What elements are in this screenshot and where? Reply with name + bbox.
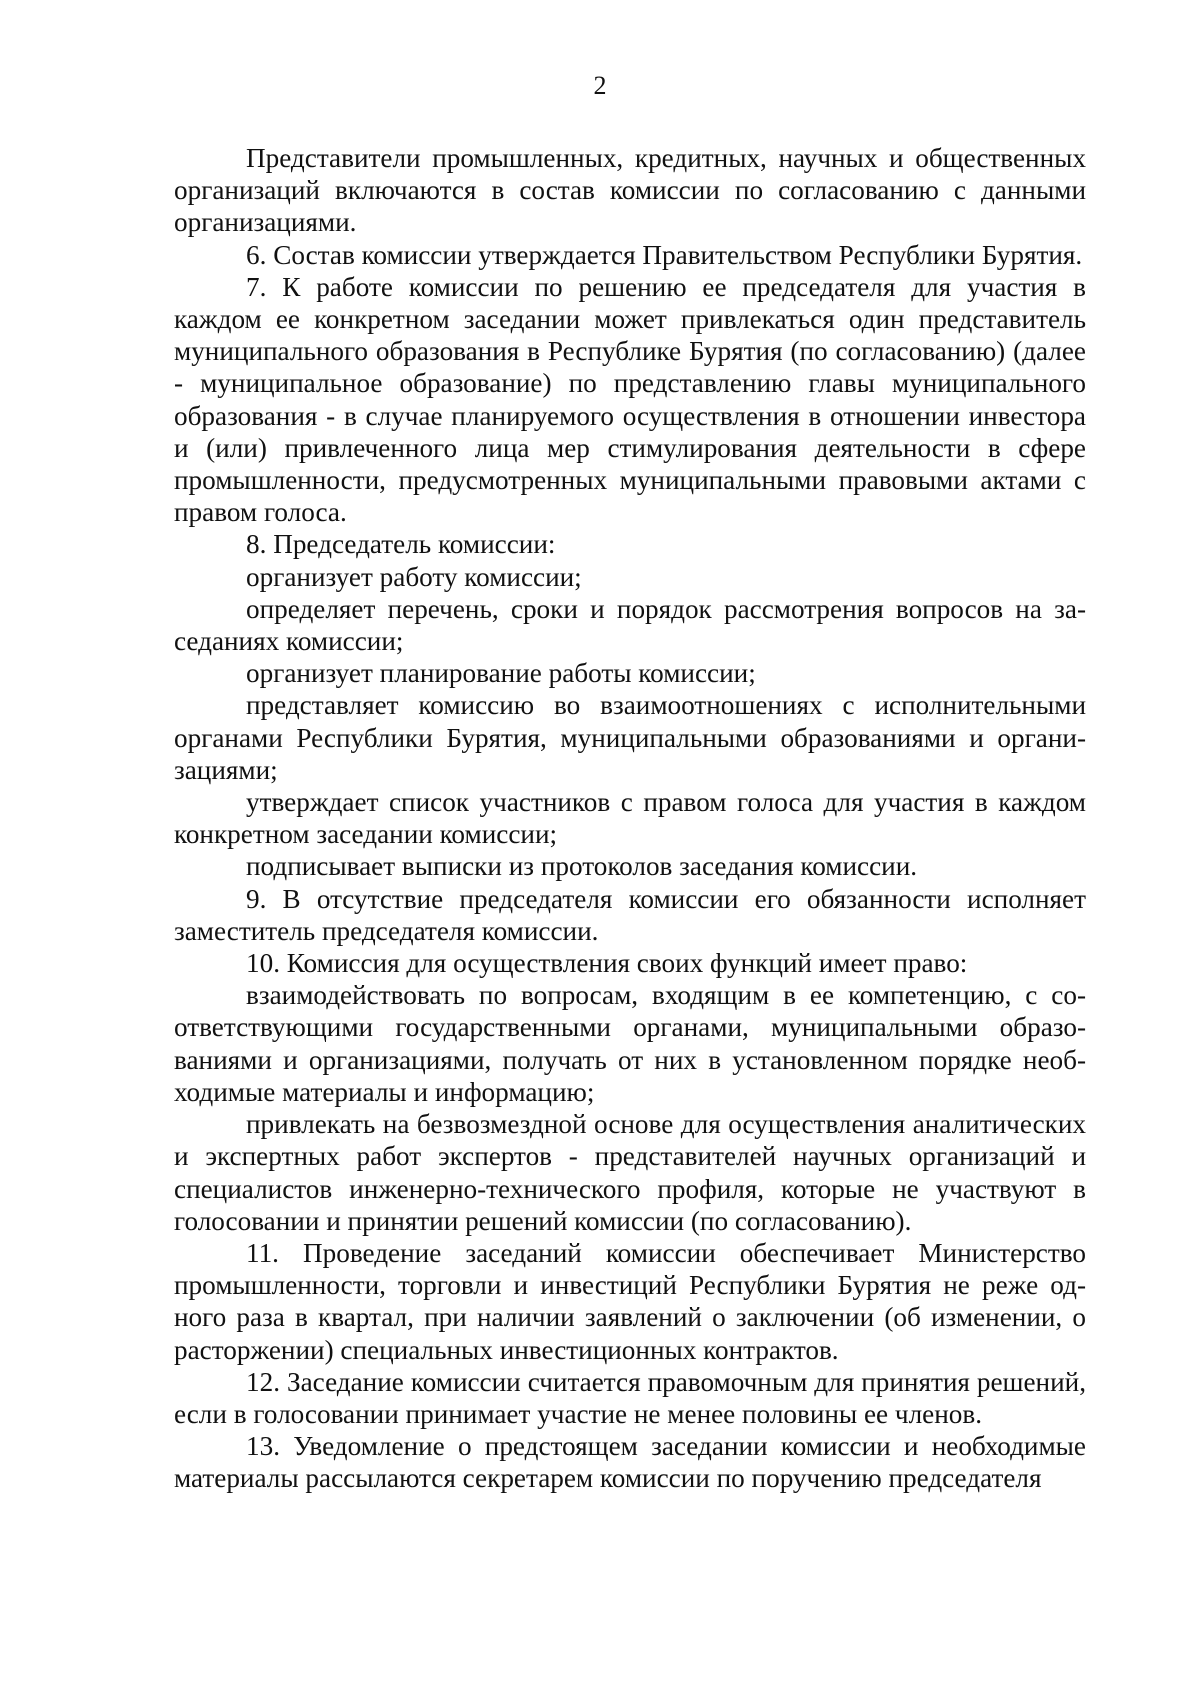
paragraph-10-item: привлекать на безвозмездной основе для осуществления аналитических и экспертных работ экспертов - представителей научных организаций и специалистов инженерно-технического профиля, которые не участвуют в голосовании и принятии решений комиссии (по согласованию). <box>174 1109 1086 1236</box>
paragraph-8-item: представляет комиссию во взаимоотношениях с исполнительными органами Республики Бурятия, муниципальными образованиями и организациями; <box>174 690 1086 785</box>
document-body <box>174 142 1086 1495</box>
paragraph-8-item: подписывает выписки из протоколов заседания комиссии. <box>246 851 918 882</box>
paragraph-8-item: определяет перечень, сроки и порядок рассмотрения вопросов на заседаниях комиссии; <box>174 593 1086 657</box>
paragraph-6: 6. Состав комиссии утверждается Правительством Республики Бурятия. <box>246 239 1083 270</box>
paragraph-representatives: Представители промышленных, кредитных, научных и общественных организаций включаются в состав комиссии по согласованию с данными организациями. <box>174 143 1086 238</box>
paragraph-12: 12. Заседание комиссии считается правомочным для принятия решений, если в голосовании принимает участие не менее половины ее членов. <box>174 1366 1086 1429</box>
paragraph-8: 8. Председатель комиссии: <box>246 529 556 560</box>
paragraph-8-item: организует планирование работы комиссии; <box>246 658 756 689</box>
page-number: 2 <box>593 71 607 100</box>
paragraph-11: 11. Проведение заседаний комиссии обеспечивает Министерство промышленности, торговли и инвестиций Республики Бурятия не реже одного раза в квартал, при наличии заявлений о заключении (об изменении, о расторжении) специальных инвестиционных контрактов. <box>174 1237 1086 1365</box>
paragraph-10: 10. Комиссия для осуществления своих функций имеет право: <box>246 948 968 979</box>
paragraph-9: 9. В отсутствие председателя комиссии его обязанности исполняет заместитель председателя комиссии. <box>174 883 1086 946</box>
paragraph-8-item: организует работу комиссии; <box>246 561 582 592</box>
paragraph-10-item: взаимодействовать по вопросам, входящим в ее компетенцию, с соответствующими государственными органами, муниципальными образованиями и организациями, получать от них в установленном порядке необходимые материалы и информацию; <box>174 980 1086 1107</box>
paragraph-13: 13. Уведомление о предстоящем заседании комиссии и необходимые материалы рассылаются секретарем комиссии по поручению председателя <box>174 1431 1086 1494</box>
paragraph-7: 7. К работе комиссии по решению ее председателя для участия в каждом ее конкретном заседании может привлекаться один представитель муниципального образования в Республике Бурятия (по согласованию) (далее - муниципальное образование) по представлению главы муниципального образования - в случае планируемого осуществления в отношении инвестора и (или) привлеченного лица мер стимулирования деятельности в сфере промышленности, предусмотренных муниципальными правовыми актами с правом голоса. <box>174 271 1086 528</box>
paragraph-8-item: утверждает список участников с правом голоса для участия в каждом конкретном заседании комиссии; <box>174 787 1086 850</box>
